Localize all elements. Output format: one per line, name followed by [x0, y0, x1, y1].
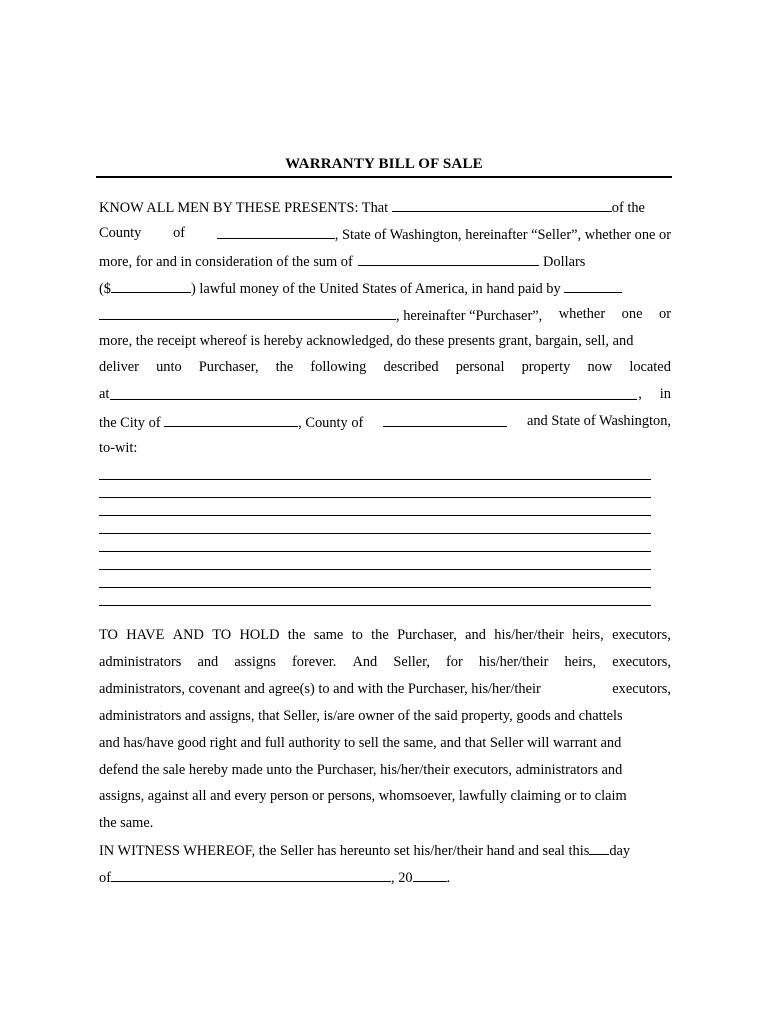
property-description-line[interactable]: [99, 551, 651, 552]
property-description-line[interactable]: [99, 497, 651, 498]
para2-line4: administrators and assigns, that Seller, is/are owner of the said property, goods and chattels: [99, 708, 623, 724]
word: his/her/their: [494, 627, 564, 643]
word: Purchaser,: [397, 627, 457, 643]
para2-line1: [99, 626, 671, 644]
word-county: County: [99, 225, 142, 241]
word: and: [197, 654, 219, 670]
know-all-men-text: KNOW ALL MEN BY THESE PRESENTS: That: [99, 200, 389, 216]
para1-line2: [99, 224, 671, 244]
para2-line5: and has/have good right and full authority to sell the same, and that Seller will warrant and: [99, 735, 622, 751]
word: his/her/their: [478, 654, 549, 670]
year-blank[interactable]: [413, 867, 447, 882]
word: HAVE: [126, 627, 165, 643]
para2-line2: [99, 653, 671, 671]
para1-line8: [99, 385, 671, 403]
word: property: [521, 359, 571, 375]
in-witness-text: IN WITNESS WHEREOF, the Seller has hereunto set his/her/their hand and seal this: [99, 843, 590, 859]
word: TO: [212, 627, 232, 643]
witness-line1: [99, 840, 671, 860]
property-description-line[interactable]: [99, 605, 651, 606]
word: the: [275, 359, 294, 375]
word: personal: [455, 359, 505, 375]
word: heirs,: [572, 627, 604, 643]
seller-name-blank[interactable]: [392, 197, 612, 212]
property-description-line[interactable]: [99, 479, 651, 480]
county-blank[interactable]: [383, 412, 507, 427]
word: executors,: [612, 654, 671, 670]
year-prefix-text: , 20: [391, 870, 413, 886]
at-text: at: [99, 386, 110, 402]
word: located: [629, 359, 671, 375]
word: HOLD: [239, 627, 280, 643]
word-whether: whether: [558, 306, 606, 322]
word: Purchaser,: [198, 359, 259, 375]
para2-line7: assigns, against all and every person or persons, whomsoever, lawfully claiming or to claim: [99, 788, 627, 804]
month-blank[interactable]: [111, 867, 391, 882]
dollar-paren-text: ($: [99, 281, 111, 297]
hereinafter-purchaser-text: , hereinafter “Purchaser”,: [396, 308, 543, 324]
consideration-text: more, for and in consideration of the sum of: [99, 254, 353, 270]
word-or: or: [659, 306, 671, 322]
para1-line6: more, the receipt whereof is hereby acknowledged, do these presents grant, bargain, sell, and: [99, 333, 634, 349]
word: TO: [99, 627, 118, 643]
word: and: [465, 627, 486, 643]
para2-line6: defend the sale hereby made unto the Purchaser, his/her/their executors, administrators and: [99, 762, 623, 778]
property-description-line[interactable]: [99, 515, 651, 516]
word: heirs,: [564, 654, 597, 670]
period-text: .: [446, 870, 451, 886]
amount-words-blank[interactable]: [358, 251, 539, 266]
purchaser-name-blank[interactable]: [99, 305, 396, 320]
city-blank[interactable]: [164, 412, 298, 427]
property-location-blank[interactable]: [110, 385, 637, 400]
state-washington-text: and State of Washington,: [526, 413, 671, 429]
day-blank[interactable]: [589, 840, 609, 855]
property-description-line[interactable]: [99, 587, 651, 588]
amount-numeric-blank[interactable]: [111, 278, 191, 293]
word: to: [351, 627, 363, 643]
property-description-line[interactable]: [99, 569, 651, 570]
para1-line5: [99, 305, 671, 325]
word: following: [310, 359, 367, 375]
word: same: [313, 627, 344, 643]
word: for: [446, 654, 463, 670]
paid-by-blank[interactable]: [564, 278, 622, 293]
para2-line3: [99, 680, 671, 698]
county-of-text: , County of: [298, 415, 364, 431]
day-text: day: [609, 843, 631, 859]
para1-line9: [99, 412, 671, 432]
word: AND: [172, 627, 204, 643]
word: unto: [156, 359, 182, 375]
word: the: [371, 627, 389, 643]
para1-line4: [99, 278, 671, 298]
lawful-money-text: ) lawful money of the United States of America, in hand paid by: [191, 281, 561, 297]
word: now: [587, 359, 613, 375]
city-of-text: the City of: [99, 415, 161, 431]
title-rule: [96, 176, 672, 178]
word-of: of: [173, 225, 186, 241]
property-description-line[interactable]: [99, 533, 651, 534]
para1-line3: [99, 251, 671, 271]
word: described: [383, 359, 439, 375]
covenant-text: administrators, covenant and agree(s) to and with the Purchaser, his/her/their: [99, 681, 541, 697]
seller-county-blank[interactable]: [217, 224, 335, 239]
of-the-text: of the: [611, 200, 645, 216]
state-of-washington-text: , State of Washington, hereinafter “Seller”, whether one or: [334, 227, 671, 243]
in-text: , in: [638, 386, 671, 402]
of-text: of: [99, 870, 111, 886]
executors-text: executors,: [612, 681, 671, 697]
word: executors,: [612, 627, 671, 643]
word: deliver: [99, 359, 139, 375]
para1-line7: [99, 358, 671, 376]
witness-line2: [99, 867, 671, 887]
para1-line1: [99, 197, 671, 217]
word: And: [352, 654, 378, 670]
document-title: WARRANTY BILL OF SALE: [285, 156, 483, 172]
para1-line10: to-wit:: [99, 440, 138, 456]
dollars-text: Dollars: [543, 254, 586, 270]
word: Seller,: [393, 654, 430, 670]
para2-line8: the same.: [99, 815, 154, 831]
word: forever.: [291, 654, 337, 670]
word: administrators: [99, 654, 182, 670]
word: the: [287, 627, 306, 643]
word-one: one: [621, 306, 643, 322]
word: assigns: [234, 654, 276, 670]
